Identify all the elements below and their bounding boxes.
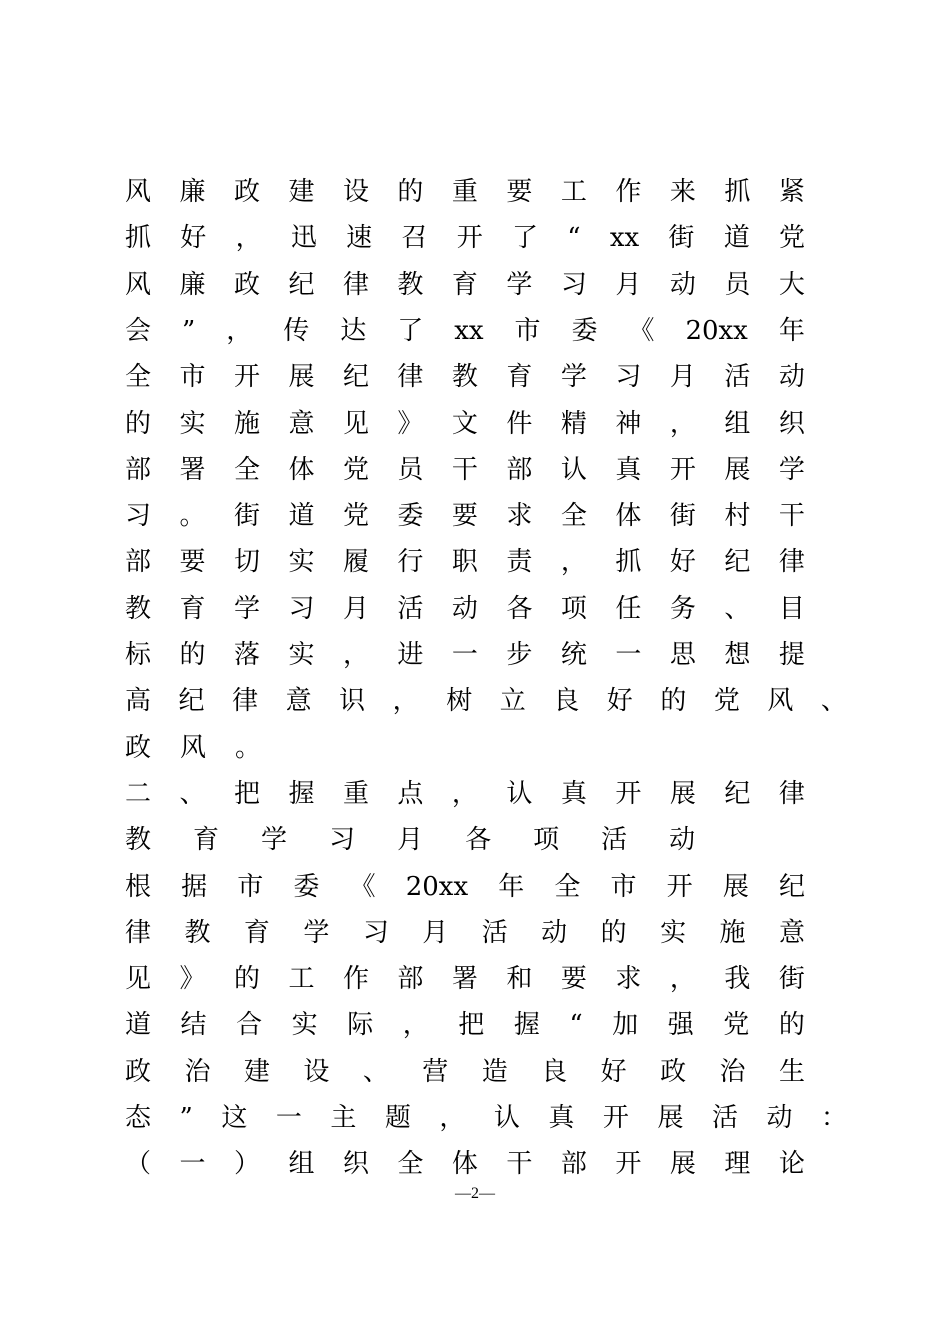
text-line: 二 、 把 握 重 点 ， 认 真 开 展 纪 律 [125, 778, 805, 809]
text-line: 的 实 施 意 见 》 文 件 精 神 ， 组 织 [125, 408, 805, 439]
text-line: 见 》 的 工 作 部 署 和 要 求 ， 我 街 [125, 964, 805, 995]
text-line: 会 ” ， 传 达 了 xx 市 委 《 20xx 年 [125, 315, 805, 346]
text-line: 政 治 建 设 、 营 造 良 好 政 治 生 [125, 1056, 805, 1087]
text-line: 教 育 学 习 月 各 项 活 动 [125, 825, 696, 856]
text-line: 标 的 落 实 ， 进 一 步 统 一 思 想 提 [125, 640, 805, 670]
text-line: 根 据 市 委 《 20xx 年 全 市 开 展 纪 [125, 871, 805, 902]
text-line: 律 教 育 学 习 月 活 动 的 实 施 意 [125, 917, 805, 948]
text-line: 道 结 合 实 际 ， 把 握 “ 加 强 党 的 [125, 1010, 805, 1041]
text-line: 政 风 。 [125, 732, 262, 763]
text-line: 风 廉 政 纪 律 教 育 学 习 月 动 员 大 [125, 269, 805, 300]
page-number: —2— [455, 1185, 495, 1202]
text-line: 习 。 街 道 党 委 要 求 全 体 街 村 干 [125, 501, 805, 532]
text-line: 抓 好 ， 迅 速 召 开 了 “ xx 街 道 党 [125, 223, 805, 254]
text-line: 部 要 切 实 履 行 职 责 ， 抓 好 纪 律 [125, 547, 805, 578]
text-line: 态 ” 这 一 主 题 ， 认 真 开 展 活 动 ： [125, 1103, 847, 1133]
text-line: 高 纪 律 意 识 ， 树 立 良 好 的 党 风 、 [125, 686, 847, 717]
text-line: 全 市 开 展 纪 律 教 育 学 习 月 活 动 [125, 362, 805, 393]
text-line: 部 署 全 体 党 员 干 部 认 真 开 展 学 [125, 454, 805, 485]
text-line: 风 廉 政 建 设 的 重 要 工 作 来 抓 紧 [125, 177, 805, 207]
text-line: （ 一 ） 组 织 全 体 干 部 开 展 理 论 [125, 1149, 805, 1180]
text-line: 教 育 学 习 月 活 动 各 项 任 务 、 目 [125, 593, 805, 624]
